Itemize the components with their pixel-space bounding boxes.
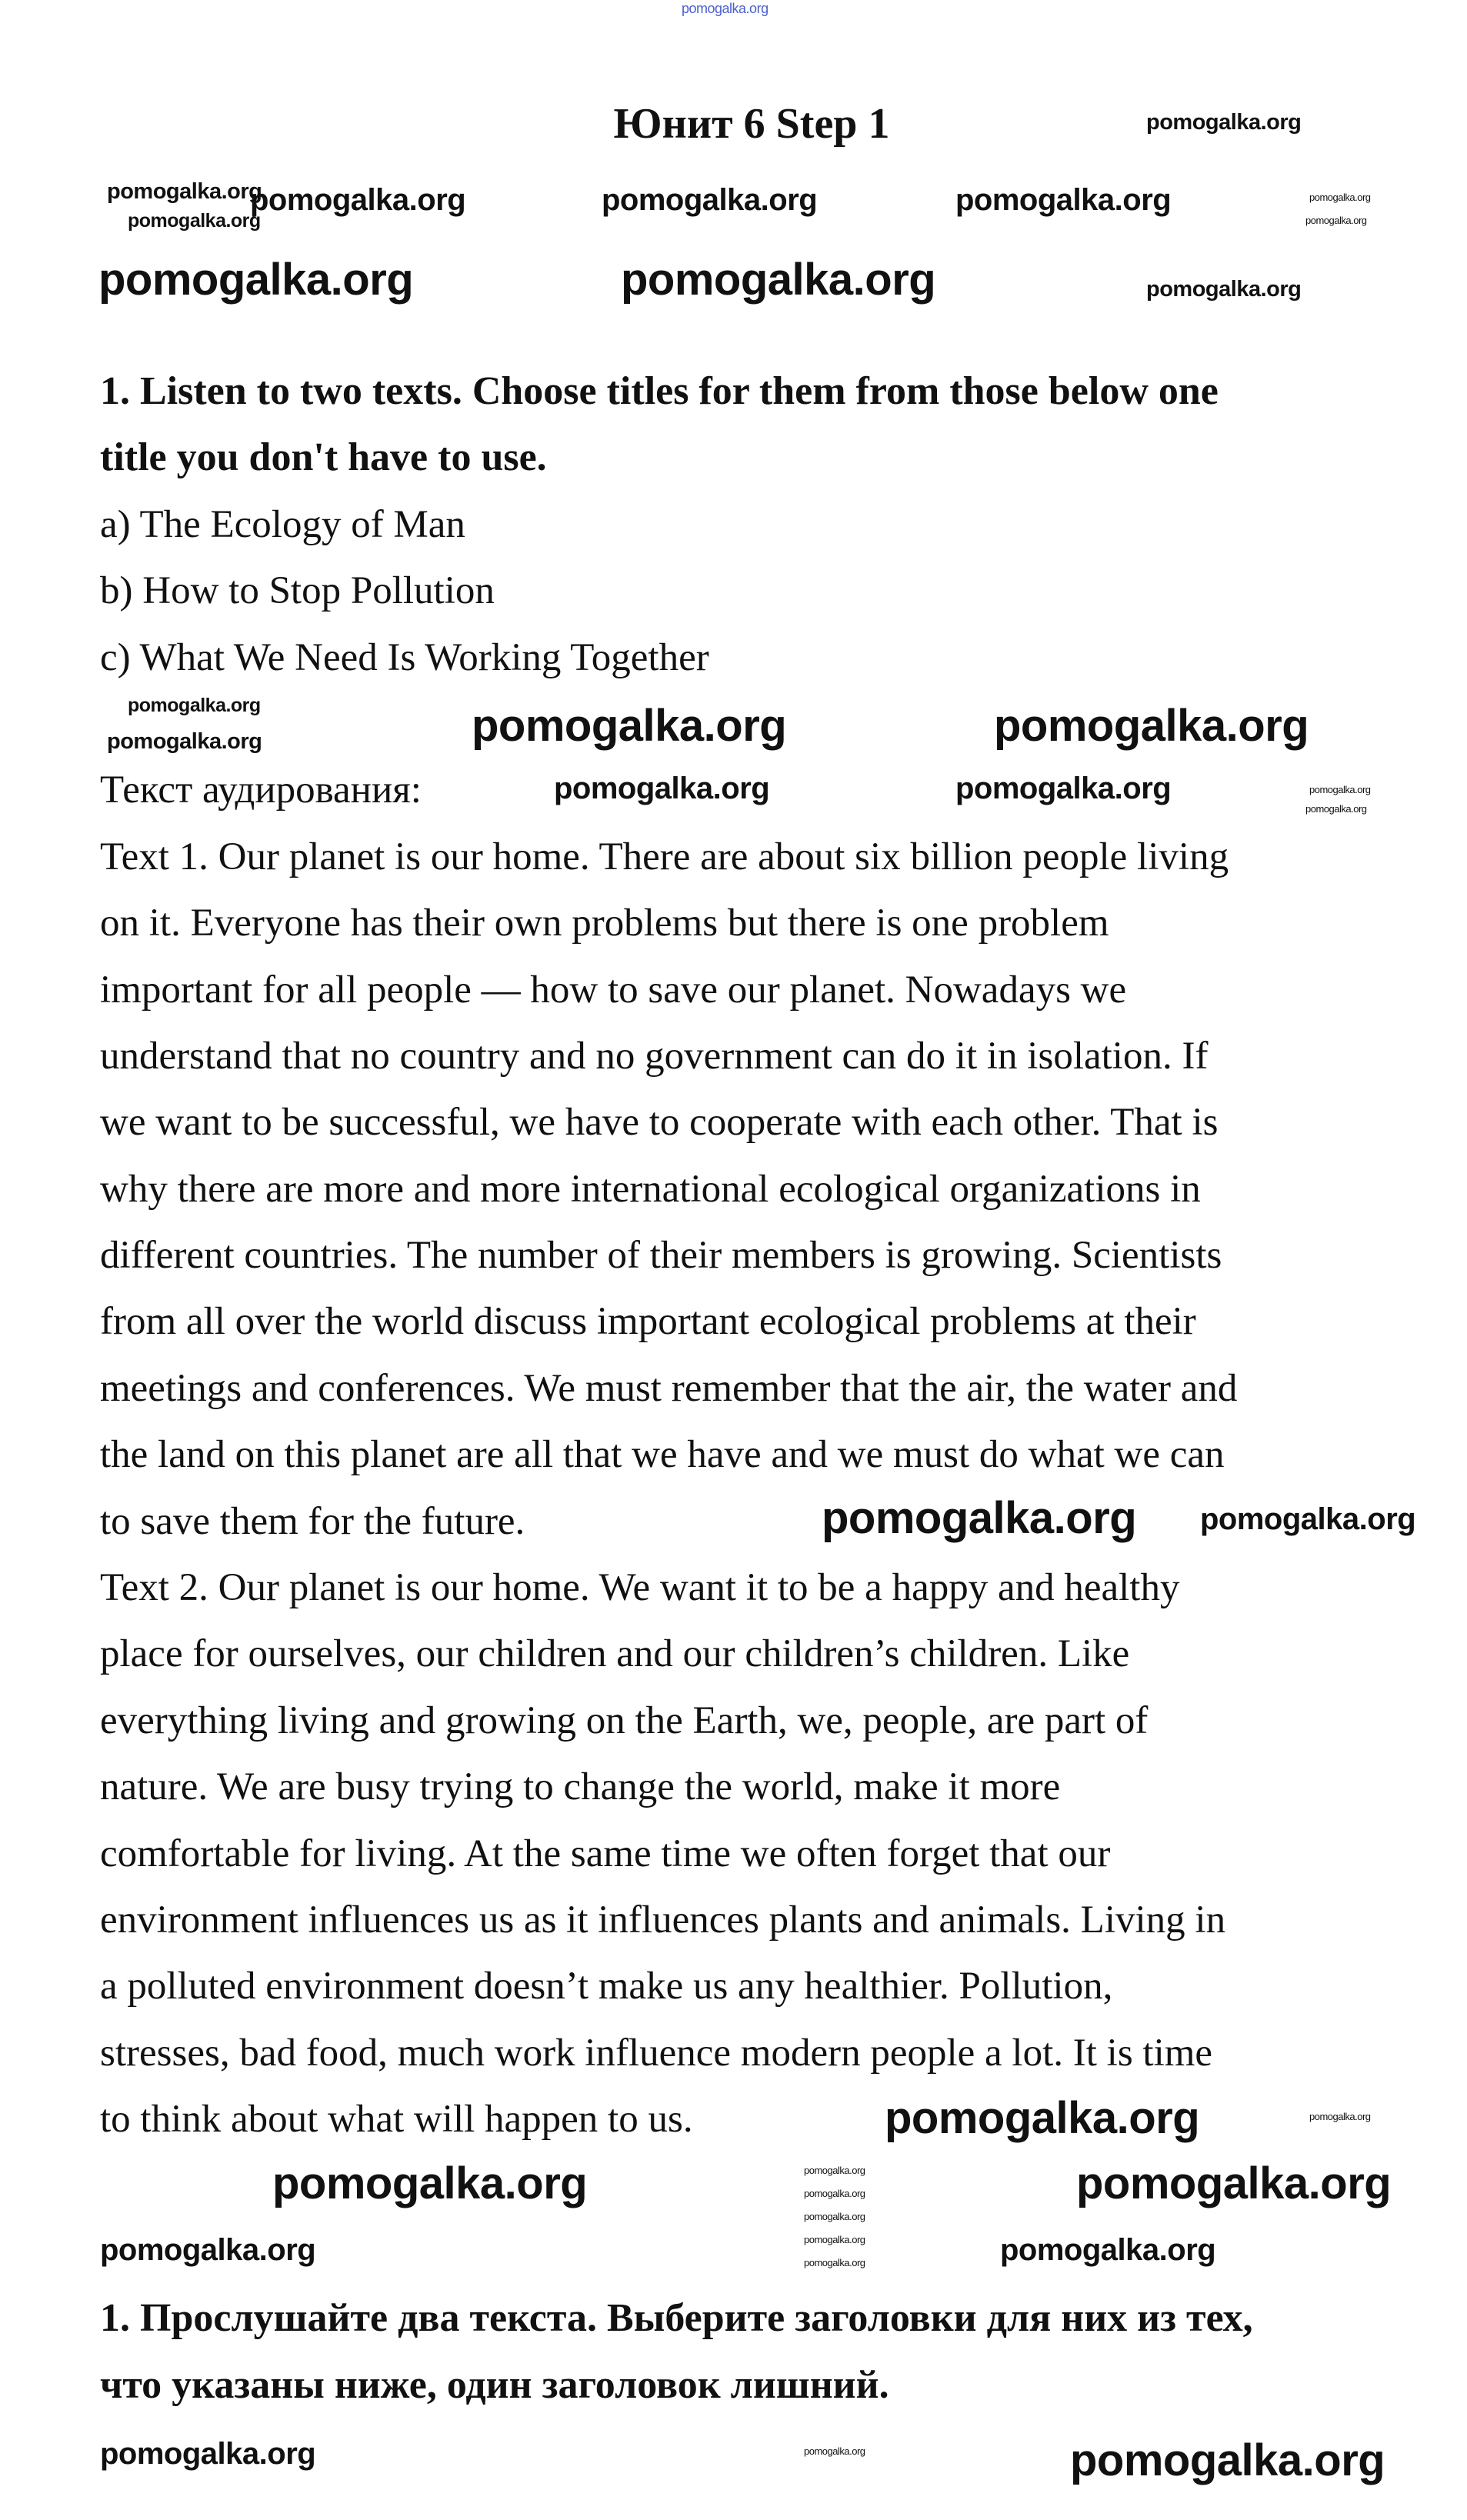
watermark: pomogalka.org bbox=[885, 2093, 1200, 2143]
transcript-label: Текст аудирования: bbox=[100, 768, 422, 812]
watermark: pomogalka.org bbox=[1305, 803, 1367, 815]
watermark: pomogalka.org bbox=[822, 1493, 1137, 1543]
option-c: c) What We Need Is Working Together bbox=[100, 635, 709, 679]
watermark: pomogalka.org bbox=[107, 179, 262, 204]
watermark: pomogalka.org bbox=[1146, 277, 1302, 302]
option-b: b) How to Stop Pollution bbox=[100, 569, 495, 613]
transcript-line: different countries. The number of their members is growing. Scientists bbox=[100, 1234, 1222, 1278]
watermark: pomogalka.org bbox=[1070, 2435, 1385, 2485]
watermark: pomogalka.org bbox=[621, 255, 936, 305]
transcript-line: understand that no country and no government can do it in isolation. If bbox=[100, 1034, 1209, 1078]
watermark: pomogalka.org bbox=[804, 2234, 865, 2245]
watermark: pomogalka.org bbox=[1200, 1502, 1416, 1536]
watermark: pomogalka.org bbox=[128, 695, 261, 716]
watermark: pomogalka.org bbox=[994, 701, 1309, 751]
watermark: pomogalka.org bbox=[602, 183, 818, 217]
watermark: pomogalka.org bbox=[1076, 2158, 1392, 2208]
transcript-line: comfortable for living. At the same time we often forget that our bbox=[100, 1832, 1111, 1875]
watermark: pomogalka.org bbox=[250, 183, 466, 217]
watermark: pomogalka.org bbox=[1000, 2233, 1216, 2267]
watermark: pomogalka.org bbox=[804, 2188, 865, 2199]
transcript-line: to think about what will happen to us. bbox=[100, 2098, 693, 2142]
spacer bbox=[100, 2153, 108, 2219]
watermark: pomogalka.org bbox=[472, 701, 787, 751]
watermark: pomogalka.org bbox=[107, 729, 262, 754]
watermark: pomogalka.org bbox=[804, 2211, 865, 2222]
transcript-line: to save them for the future. bbox=[100, 1499, 525, 1543]
watermark: pomogalka.org bbox=[98, 255, 414, 305]
watermark: pomogalka.org bbox=[1146, 110, 1302, 135]
transcript-line: place for ourselves, our children and our children’s children. Like bbox=[100, 1632, 1130, 1676]
watermark: pomogalka.org bbox=[554, 772, 770, 805]
watermark: pomogalka.org bbox=[682, 1, 769, 16]
watermark: pomogalka.org bbox=[955, 183, 1172, 217]
option-a: a) The Ecology of Man bbox=[100, 502, 465, 546]
translation-line: 1. Прослушайте два текста. Выберите заголовки для них из тех, bbox=[100, 2296, 1253, 2341]
transcript-line: important for all people — how to save our planet. Nowadays we bbox=[100, 968, 1127, 1012]
task-question-line: 1. Listen to two texts. Choose titles for them from those below one bbox=[100, 369, 1219, 413]
watermark: pomogalka.org bbox=[955, 772, 1172, 805]
transcript-line: on it. Everyone has their own problems but there is one problem bbox=[100, 902, 1109, 945]
transcript-line: Text 2. Our planet is our home. We want it to be a happy and healthy bbox=[100, 1566, 1180, 1610]
watermark: pomogalka.org bbox=[804, 2165, 865, 2176]
watermark: pomogalka.org bbox=[1309, 784, 1371, 795]
watermark: pomogalka.org bbox=[804, 2445, 865, 2457]
transcript-line: environment influences us as it influences plants and animals. Living in bbox=[100, 1898, 1226, 1942]
watermark: pomogalka.org bbox=[272, 2158, 588, 2208]
transcript-line: stresses, bad food, much work influence modern people a lot. It is time bbox=[100, 2031, 1213, 2075]
transcript-line: meetings and conferences. We must remember that the air, the water and bbox=[100, 1366, 1238, 1410]
transcript-line: nature. We are busy trying to change the world, make it more bbox=[100, 1765, 1061, 1809]
watermark: pomogalka.org bbox=[804, 2257, 865, 2268]
transcript-line: from all over the world discuss important ecological problems at their bbox=[100, 1300, 1196, 1344]
translation-line: что указаны ниже, один заголовок лишний. bbox=[100, 2362, 889, 2407]
watermark: pomogalka.org bbox=[1309, 192, 1371, 203]
watermark: pomogalka.org bbox=[1305, 215, 1367, 226]
transcript-line: Text 1. Our planet is our home. There are about six billion people living bbox=[100, 835, 1229, 878]
watermark: pomogalka.org bbox=[100, 2233, 316, 2267]
watermark: pomogalka.org bbox=[100, 2437, 316, 2471]
transcript-line: why there are more and more international ecological organizations in bbox=[100, 1167, 1201, 1211]
transcript-line: the land on this planet are all that we have and we must do what we can bbox=[100, 1433, 1225, 1477]
page-title: Юнит 6 Step 1 bbox=[613, 100, 890, 148]
transcript-line: everything living and growing on the Earth, we, people, are part of bbox=[100, 1698, 1149, 1742]
watermark: pomogalka.org bbox=[128, 210, 261, 232]
watermark: pomogalka.org bbox=[1309, 2111, 1371, 2122]
transcript-line: we want to be successful, we have to cooperate with each other. That is bbox=[100, 1101, 1219, 1145]
task-question-line: title you don't have to use. bbox=[100, 435, 547, 480]
transcript-line: a polluted environment doesn’t make us any healthier. Pollution, bbox=[100, 1965, 1113, 2008]
transcript-text bbox=[100, 824, 1253, 2153]
